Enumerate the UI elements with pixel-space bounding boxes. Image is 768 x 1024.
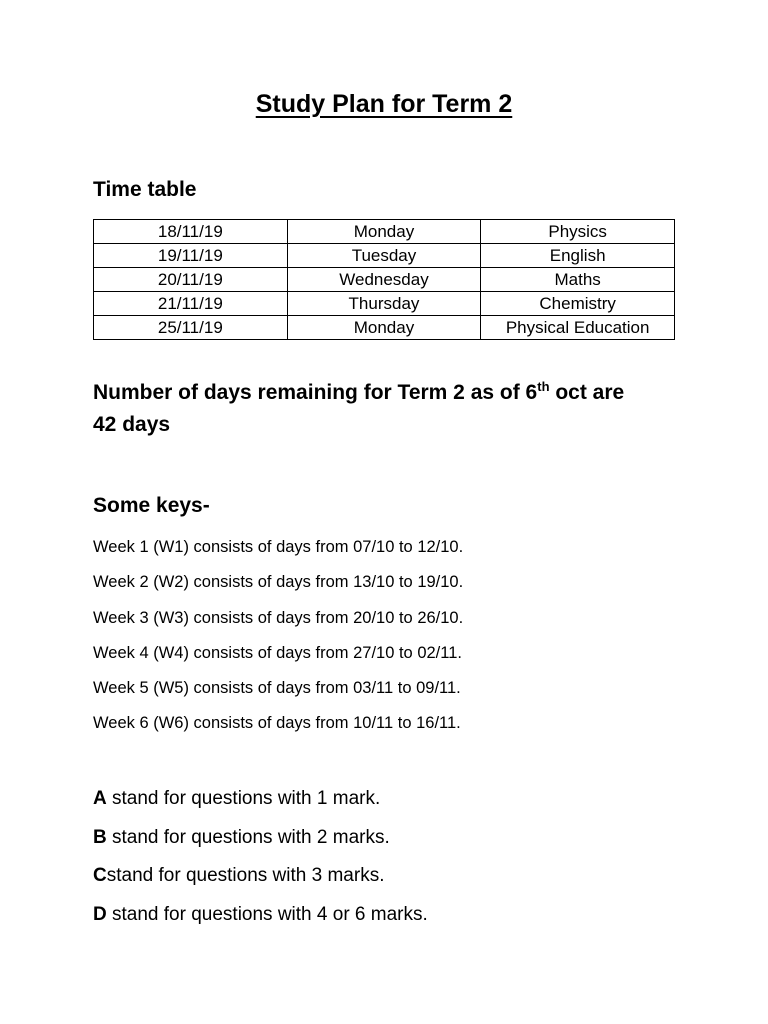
date-cell: 21/11/19 (94, 292, 288, 316)
table-row (94, 268, 675, 292)
mark-letter: A (93, 788, 107, 809)
mark-keys-list (93, 787, 428, 942)
keys-heading: Some keys- (93, 494, 210, 517)
mark-key-item (93, 903, 428, 942)
week-keys-list (93, 536, 463, 748)
week-key-item: Week 1 (W1) consists of days from 07/10 to 12/10. (93, 538, 464, 556)
subject-cell: Maths (481, 268, 675, 292)
date-cell: 25/11/19 (94, 316, 288, 340)
subject-cell: Physical Education (481, 316, 675, 340)
subject-cell: English (481, 244, 675, 268)
mark-letter: D (93, 904, 107, 926)
day-cell: Monday (287, 316, 481, 340)
week-key-item: Week 4 (W4) consists of days from 27/10 to 02/11. (93, 643, 462, 662)
days-remaining-suffix: oct are (549, 381, 625, 404)
date-cell: 18/11/19 (94, 220, 288, 244)
mark-key-item (93, 864, 428, 903)
days-remaining-paragraph (93, 377, 693, 441)
mark-letter: B (93, 826, 107, 848)
days-remaining-count: 42 days (93, 413, 171, 436)
date-cell: 20/11/19 (94, 268, 288, 292)
table-row (94, 244, 675, 268)
week-key-item: Week 6 (W6) consists of days from 10/11 to 16/11. (93, 714, 461, 733)
date-cell: 19/11/19 (94, 244, 288, 268)
mark-letter: C (93, 865, 107, 887)
mark-key-item (93, 787, 428, 826)
table-row (94, 220, 675, 244)
subject-cell: Physics (481, 220, 675, 244)
mark-description: stand for questions with 1 mark. (106, 788, 381, 809)
day-cell: Wednesday (287, 268, 481, 292)
day-cell: Tuesday (287, 244, 481, 268)
week-key-item: Week 5 (W5) consists of days from 03/11 to 09/11. (93, 679, 461, 698)
mark-description: stand for questions with 3 marks. (106, 865, 385, 887)
week-key-item: Week 2 (W2) consists of days from 13/10 to 19/10. (93, 573, 464, 592)
week-key-item: Week 3 (W3) consists of days from 20/10 to 26/10. (93, 608, 464, 627)
table-row (94, 292, 675, 316)
subject-cell: Chemistry (481, 292, 675, 316)
days-remaining-prefix: Number of days remaining for Term 2 as of 6 (93, 381, 538, 404)
timetable-heading: Time table (93, 178, 197, 201)
page-title: Study Plan for Term 2 (255, 90, 513, 118)
table-row (94, 316, 675, 340)
mark-description: stand for questions with 2 marks. (106, 826, 390, 848)
day-cell: Monday (287, 220, 481, 244)
day-cell: Thursday (287, 292, 481, 316)
ordinal-superscript: th (537, 379, 550, 394)
timetable (93, 219, 675, 340)
mark-key-item (93, 826, 428, 865)
mark-description: stand for questions with 4 or 6 marks. (106, 904, 428, 926)
